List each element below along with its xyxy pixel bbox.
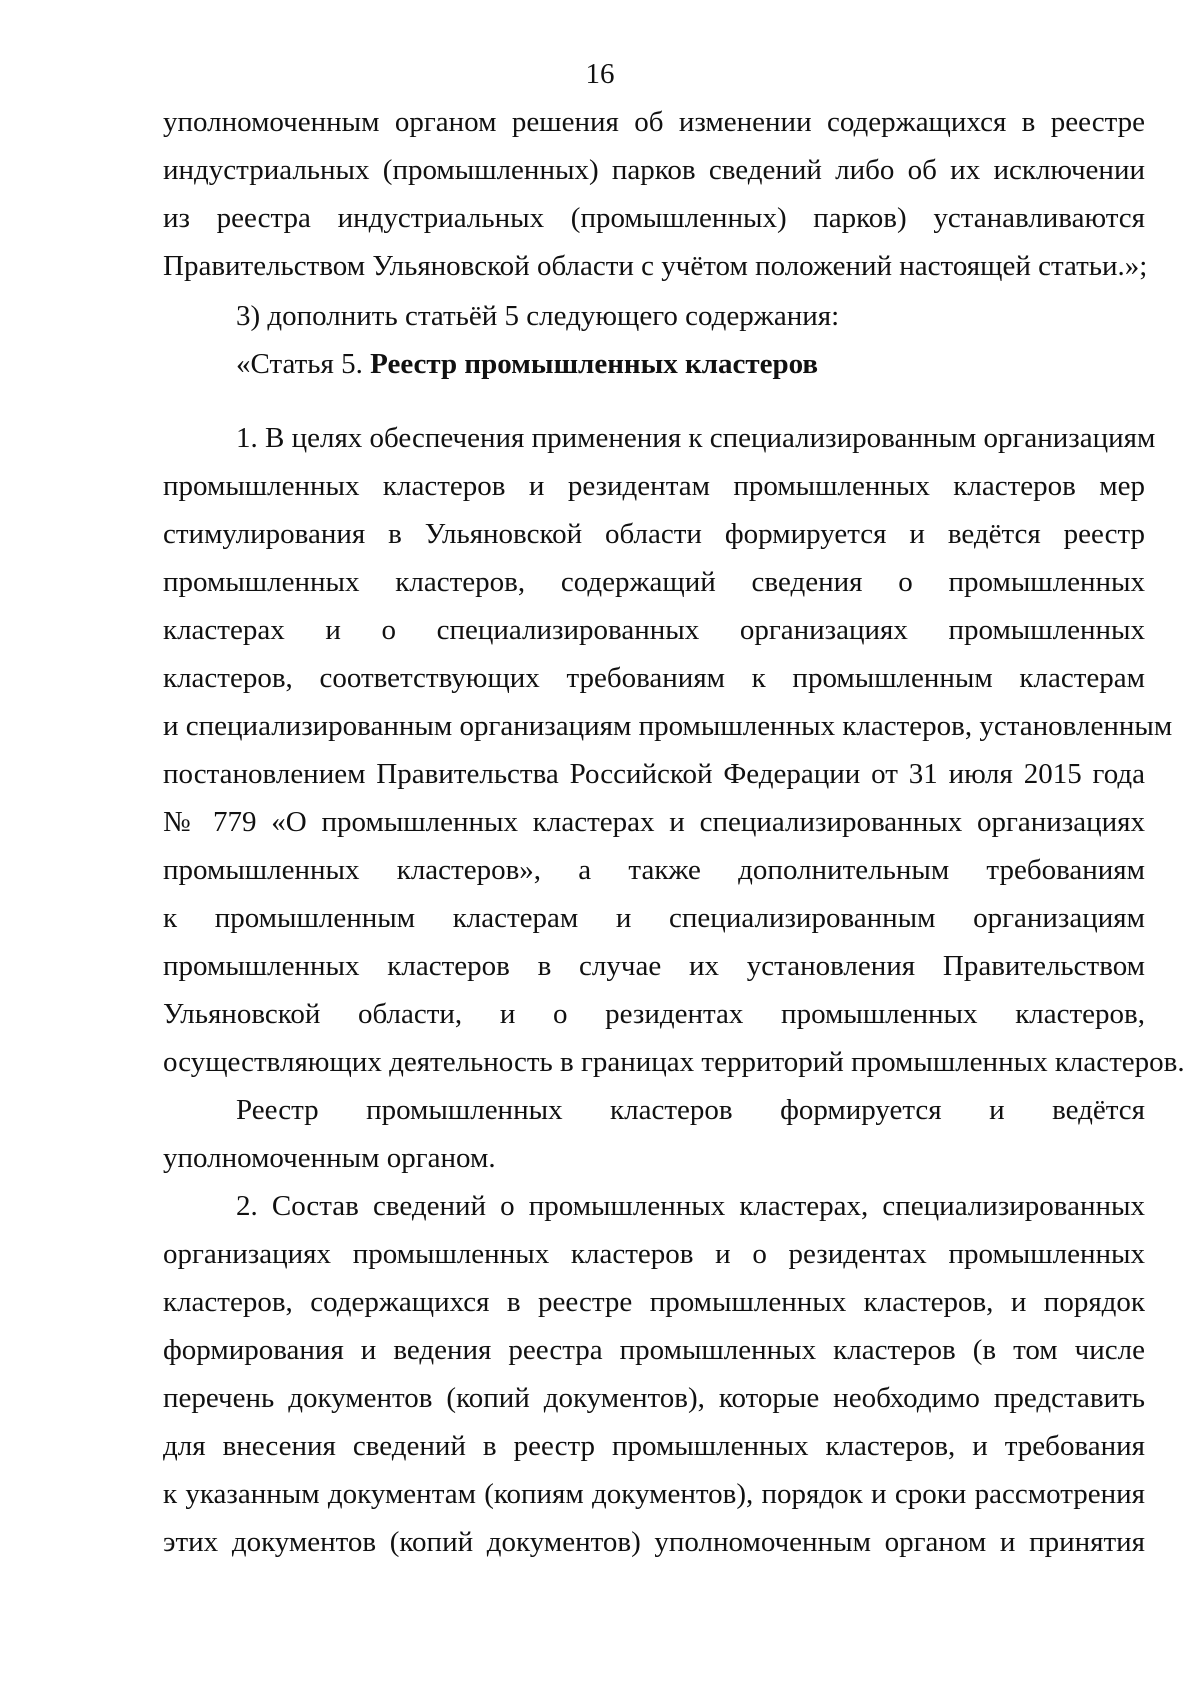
spacer (163, 388, 1145, 414)
article-title: Реестр промышленных кластеров (370, 348, 819, 380)
text-line: постановлением Правительства Российской Федерации от 31 июля 2015 года (163, 758, 1145, 790)
text-line: кластеров, содержащихся в реестре промышленных кластеров, и порядок (163, 1286, 1145, 1318)
text-line: формирования и ведения реестра промышленных кластеров (в том числе (163, 1334, 1145, 1366)
text-line: кластеров, соответствующих требованиям к промышленным кластерам (163, 662, 1145, 694)
text-line: 3) дополнить статьёй 5 следующего содержания: (236, 300, 840, 332)
text-line: 2. Состав сведений о промышленных кластерах, специализированных (236, 1190, 1145, 1222)
text-line: стимулирования в Ульяновской области формируется и ведётся реестр (163, 518, 1145, 550)
page-number: 16 (585, 58, 615, 90)
text-line: для внесения сведений в реестр промышленных кластеров, и требования (163, 1430, 1145, 1462)
text-line: № 779 «О промышленных кластерах и специализированных организациях (163, 806, 1145, 838)
document-body (163, 98, 1185, 1566)
text-line: Ульяновской области, и о резидентах промышленных кластеров, (163, 998, 1145, 1030)
text-line: уполномоченным органом. (163, 1142, 496, 1174)
text-line: осуществляющих деятельность в границах территорий промышленных кластеров. (163, 1046, 1185, 1078)
text-line: к указанным документам (копиям документов), порядок и сроки рассмотрения (163, 1478, 1145, 1510)
text-line: Правительством Ульяновской области с учётом положений настоящей статьи.»; (163, 250, 1148, 282)
text-line: Реестр промышленных кластеров формируется и ведётся (236, 1094, 1145, 1126)
text-line: из реестра индустриальных (промышленных) парков) устанавливаются (163, 202, 1145, 234)
text-line: перечень документов (копий документов), которые необходимо представить (163, 1382, 1145, 1414)
text-line: и специализированным организациям промышленных кластеров, установленным (163, 710, 1173, 742)
text-line: индустриальных (промышленных) парков сведений либо об их исключении (163, 154, 1145, 186)
text-line: 1. В целях обеспечения применения к специализированным организациям (236, 422, 1156, 454)
text-line: промышленных кластеров в случае их установления Правительством (163, 950, 1145, 982)
text-line: уполномоченным органом решения об изменении содержащихся в реестре (163, 106, 1145, 138)
text-line: промышленных кластеров», а также дополнительным требованиям (163, 854, 1145, 886)
text-line: этих документов (копий документов) уполномоченным органом и принятия (163, 1526, 1145, 1558)
text-line: промышленных кластеров, содержащий сведения о промышленных (163, 566, 1145, 598)
text-line: организациях промышленных кластеров и о резидентах промышленных (163, 1238, 1145, 1270)
text-line: промышленных кластеров и резидентам промышленных кластеров мер (163, 470, 1145, 502)
article-heading (163, 340, 1145, 388)
text-line: к промышленным кластерам и специализированным организациям (163, 902, 1145, 934)
article-number: «Статья 5. (236, 348, 371, 380)
text-line: кластерах и о специализированных организациях промышленных (163, 614, 1145, 646)
